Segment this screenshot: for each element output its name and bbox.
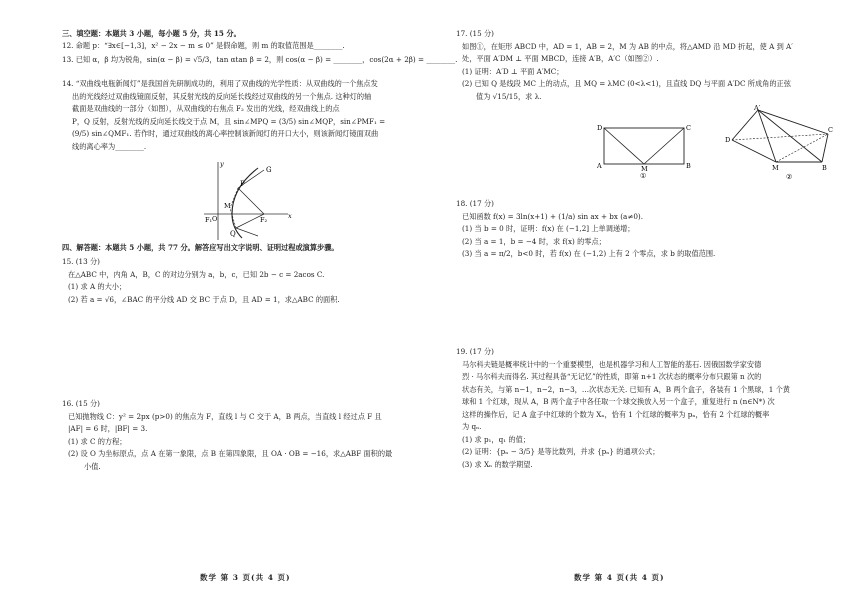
segment-dm: [604, 128, 644, 164]
question-14: [62, 78, 385, 153]
question-15: [62, 256, 340, 306]
q15-line: (1) 求 A 的大小；: [68, 282, 127, 291]
q18-line: (1) 当 b = 0 时，证明：f(x) 在 (−1,2] 上单调递增；: [462, 224, 635, 233]
q16-line: 16. (15 分): [62, 399, 100, 408]
edge-bc: [822, 134, 828, 162]
right-page: [434, 0, 867, 599]
q17-line: (2) 已知 Q 是线段 MC 上的动点，且 MQ = λMC (0<λ<1)，且直线 DQ 与平面 A′DC 所成角的正弦: [462, 79, 791, 88]
q16-line: (2) 设 O 为坐标原点，点 A 在第一象限，点 B 在第四象限，且 OA · OB = −16，求△ABF 面积的最: [68, 449, 393, 458]
q19-line: (3) 求 Xₙ 的数学期望.: [462, 459, 533, 469]
rectangle-abcd: [604, 128, 684, 164]
edge-dc: [732, 134, 828, 140]
q17-line: 如图①，在矩形 ABCD 中，AD = 1，AB = 2，M 为 AB 的中点，将△AMD 沿 MD 折起，使 A 到 A′: [462, 41, 793, 51]
label-g: G: [266, 166, 272, 174]
label-b: B: [686, 162, 691, 170]
q14-line: 截面是双曲线的一部分（如图），从双曲线的右焦点 F₂ 发出的光线，经双曲线上的点: [72, 104, 340, 113]
label-d: D: [597, 124, 603, 132]
q19-line: 球和 1 个红球，现从 A，B 两个盒子中各任取一个球交换放入另一个盒子，重复进行 n (n∈N*) 次: [462, 397, 775, 406]
q17-line: (1) 证明：A′D ⊥ 平面 A′MC；: [462, 66, 564, 76]
q14-line: 14. “双曲线电瓶新闻灯”是我国首先研制成功的，利用了双曲线的光学性质：从双曲线的一个焦点发: [62, 79, 378, 88]
q19-line: 烈 · 马尔科夫而得名. 其过程具备“无记忆”的性质，即第 n+1 次状态的概率分布只跟第 n 次的: [462, 372, 762, 381]
figure-2-folded: [724, 104, 834, 180]
q19-line: (2) 证明：{pₙ − 3/5} 是等比数列，并求 {pₙ} 的通项公式；: [462, 447, 660, 456]
label-m: M: [772, 164, 779, 172]
q16-line: 已知抛物线 C：y² = 2px (p>0) 的焦点为 F，直线 l 与 C 交于 A，B 两点，当直线 l 经过点 F 且: [68, 411, 382, 421]
label-p: P: [240, 180, 245, 188]
edge-a1d: [732, 110, 758, 140]
figure-1-rectangle: [594, 118, 694, 180]
label-a1: A′: [754, 104, 761, 112]
label-c: C: [686, 124, 691, 132]
edge-mc: [776, 134, 828, 162]
question-13: 13. 已知 α，β 均为锐角，sin(α − β) = √5/3，tan αtan β = 2，则 cos(α − β) = ________，cos(2α + 2β) = ________.: [62, 55, 458, 64]
page-footer-3: 数学 第 3 页(共 4 页): [200, 573, 291, 582]
q18-line: (3) 当 a = π/2，b<0 时，若 f(x) 在 (−1,2) 上有 2 个零点，求 b 的取值范围.: [462, 249, 716, 258]
hyperbola-figure: [196, 158, 296, 242]
caption-1: ①: [640, 172, 647, 180]
q17-line: 值为 √15/15，求 λ.: [476, 91, 542, 101]
q16-line: (1) 求 C 的方程；: [68, 436, 127, 446]
q16-line: 小值.: [84, 461, 101, 471]
label-y: y: [220, 160, 224, 168]
q18-line: (2) 当 a = 1，b = −4 时，求 f(x) 的零点；: [462, 236, 606, 246]
label-m: M: [224, 202, 231, 210]
q14-line: P，Q 反射，反射光线的反向延长线交于点 M，且 sin∠MPQ = (3/5) sin∠MQP，sin∠PMF₁ =: [72, 116, 386, 126]
q19-line: 19. (17 分): [456, 347, 494, 356]
ray-f2-p: [238, 188, 264, 214]
q19-line: 这样的操作后，记 A 盒子中红球的个数为 Xₙ，恰有 1 个红球的概率为 pₙ，恰有 2 个红球的概率: [462, 409, 770, 419]
q18-line: 已知函数 f(x) = 3ln(x+1) + (1/a) sin ax + bx (a≠0).: [462, 211, 644, 221]
q17-line: 处，平面 A′DM ⊥ 平面 MBCD，连接 A′B，A′C（如图②）.: [462, 54, 659, 63]
label-m: M: [641, 165, 648, 173]
q14-line: 出的光线经过双曲线镜面反射，其反射光线的反向延长线经过双曲线的另一个焦点. 这种灯的轴: [72, 91, 372, 101]
segment-cm: [644, 128, 684, 164]
extension-q: [230, 208, 236, 228]
q14-line: 线的离心率为________.: [72, 141, 147, 151]
label-x: x: [288, 212, 292, 220]
label-d: D: [725, 136, 731, 144]
q16-line: |AF| = 6 时，|BF| = 3.: [68, 424, 148, 433]
label-q: Q: [230, 230, 236, 238]
label-o: O: [212, 215, 218, 223]
label-f2: F₂: [260, 216, 268, 224]
extension-p: [230, 188, 238, 208]
edge-a1c: [758, 110, 828, 134]
label-a: A: [597, 162, 602, 170]
q15-line: (2) 若 a = √6，∠BAC 的平分线 AD 交 BC 于点 D，且 AD = 1，求△ABC 的面积.: [68, 294, 340, 304]
q19-line: 为 qₙ.: [462, 422, 482, 431]
q15-line: 15. (13 分): [62, 257, 100, 266]
question-18: [456, 198, 715, 261]
label-b: B: [822, 164, 827, 172]
q19-line: 状态有关，与第 n−1，n−2，n−3，…次状态无关. 已知有 A，B 两个盒子，各装有 1 个黑球，1 个黄: [462, 384, 790, 394]
q17-line: 17. (15 分): [456, 29, 494, 38]
label-c: C: [828, 126, 833, 134]
label-f1: F₁: [205, 216, 213, 224]
question-16: [62, 398, 392, 473]
section4-header: 四、解答题：本题共 5 小题，共 77 分。解答应写出文字说明、证明过程或演算步骤。: [62, 243, 339, 252]
question-19: [456, 346, 790, 471]
page-footer-4: 数学 第 4 页(共 4 页): [574, 573, 665, 582]
question-17: [456, 28, 793, 103]
q19-line: 马尔科夫链是概率统计中的一个重要模型，也是机器学习和人工智能的基石. 因俄国数学家安德: [462, 359, 762, 369]
q15-line: 在△ABC 中，内角 A，B，C 的对边分别为 a，b，c，已知 2b − c = 2acos C.: [68, 269, 325, 279]
q18-line: 18. (17 分): [456, 199, 494, 208]
edge-a1b: [758, 110, 822, 162]
caption-2: ②: [786, 173, 793, 180]
q14-line: (9/5) sin∠QMF₁. 若作时，通过双曲线的离心率控制该新闻灯的开口大小，则该新闻灯镜面双曲: [72, 129, 379, 138]
question-12: 12. 命题 p：“∃x∈[−1,3]，x² − 2x − m ≤ 0” 是假命题，则 m 的取值范围是________.: [62, 41, 345, 50]
section3-header: 三、填空题：本题共 3 小题，每小题 5 分，共 15 分。: [62, 29, 241, 38]
q19-line: (1) 求 p₁，q₁ 的值；: [462, 434, 530, 444]
